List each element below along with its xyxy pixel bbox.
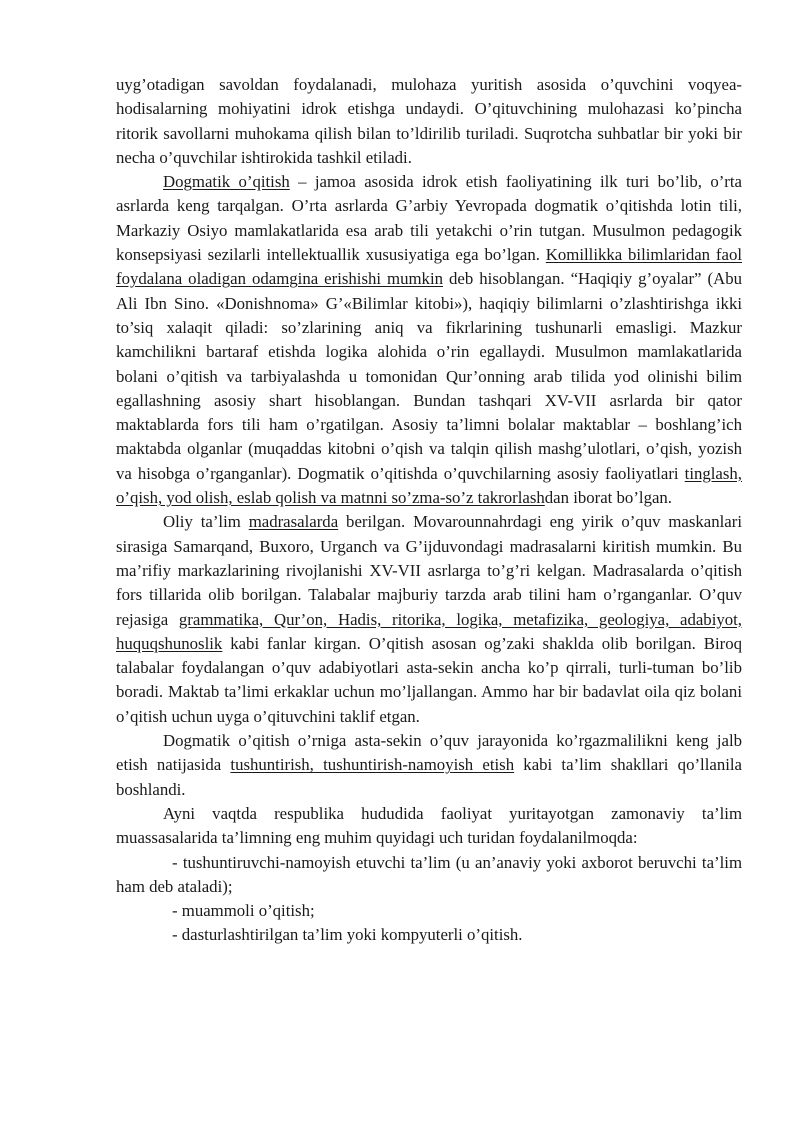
paragraph-madrasas: Oliy ta’lim madrasalarda berilgan. Movarounnahrdagi eng yirik o’quv maskanlari sirasiga Samarqand, Buxoro, Urganch va G’ijduvondagi madrasalarni kiritish mumkin. Bu ma’rifiy markazlarining rivojlanishi XV-VII asrlarga to’g’ri kelgan. Madrasalarda o’qitish fors tillarida olib borilgan. Talabalar majburiy tarzda arab tilini ham o’rganganlar. O’quv rejasiga grammatika, Qur’on, Hadis, ritorika, logika, metafizika, geologiya, adabiyot, huquqshunoslik kabi fanlar kirgan. O’qitish asosan og’zaki shaklda olib borilgan. Biroq talabalar foydalangan o’quv adabiyotlari asta-sekin ancha ko’p qirrali, turli-tuman bo’lib boradi. Maktab ta’limi erkaklar uchun mo’ljallangan. Ammo har bir badavlat oila qiz bolani o’qitish uchun uyga o’qituvchini taklif etgan. (116, 512, 742, 726)
list-item: - dasturlashtirilgan ta’lim yoki kompyuterli o’qitish. (172, 925, 523, 945)
list-item: - muammoli o’qitish; (172, 901, 315, 921)
emphasis-perfection: Komillikka bilimlaridan faol foydalana oladigan odamgina erishishi mumkin (116, 245, 742, 289)
emphasis-subjects: grammatika, Qur’on, Hadis, ritorika, logika, metafizika, geologiya, adabiyot, huquqshunoslik (116, 609, 742, 653)
list-item: - tushuntiruvchi-namoyish etuvchi ta’lim (u an’anaviy yoki axborot beruvchi ta’lim ham deb ataladi); (116, 852, 742, 896)
paragraph-modern-types: Ayni vaqtda respublika hududida faoliyat yuritayotgan zamonaviy ta’lim muassasalarida ta’limning eng muhim quyidagi uch turidan foydalanilmoqda: (116, 803, 742, 848)
paragraph-visual-methods: Dogmatik o’qitish o’rniga asta-sekin o’quv jarayonida ko’rgazmalilikni keng jalb etish natijasida tushuntirish, tushuntirish-namoyish etish kabi ta’lim shakllari qo’llanila boshlandi. (116, 731, 742, 799)
emphasis-activities: tinglash, o’qish, yod olish, eslab qolish va matnni so’zma-so’z takrorlash (116, 463, 742, 508)
paragraph-dogmatic-teaching: Dogmatik o’qitish – jamoa asosida idrok etish faoliyatining ilk turi bo’lib, o’rta asrlarda keng tarqalgan. O’rta asrlarda G’arbiy Yevropada dogmatik o’qitishda lotin tili, Markaziy Osiyo mamlakatlarida esa arab tili yetakchi o’rin tutgan. Musulmon pedagogik konsepsiyasi sezilarli intellektuallik xususiyatiga ega bo’lgan. Komillikka bilimlaridan faol foydalana oladigan odamgina erishishi mumkin deb hisoblangan. “Haqiqiy g’oyalar” (Abu Ali Ibn Sino. «Donishnoma» G’«Bilimlar kitobi»), haqiqiy bilimlarni o’zlashtirishga ikki to’siq xalaqit qiladi: so’zlarining aniq va fikrlarining tushunarli emasligi. Mazkur kamchilikni bartaraf etishda logika alohida o’rin egallaydi. Musulmon mamlakatlarida bolani o’qitish va tarbiyalashda u tomonidan Qur’onning arab tilida yod olinishi bilim egallashning asosiy shart hisoblangan. Bundan tashqari XV-VII asrlarda bir qator maktablarda fors tili ham o’rgatilgan. Asosiy ta’limni bolalar maktablar – boshlang’ich maktabda olganlar (muqaddas kitobni o’qish va talqin qilish mashg’ulotlari, o’qish, yozish va hisobga o’rganganlar). Dogmatik o’qitishda o’quvchilarning asosiy faoliyatlari tinglash, o’qish, yod olish, eslab qolish va matnni so’zma-so’z takrorlashdan iborat bo’lgan. (116, 172, 743, 508)
emphasis-explanation: tushuntirish, tushuntirish-namoyish etish (230, 755, 515, 775)
document-page (116, 73, 742, 948)
paragraph-socratic: uyg’otadigan savoldan foydalanadi, mulohaza yuritish asosida o’quvchini voqyea-hodisalarning mohiyatini idrok etishga undaydi. O’qituvchining mulohazasi ko’pincha ritorik savollarni muhokama qilish bilan to’ldirilib turiladi. Suqrotcha suhbatlar bir yoki bir necha o’quvchilar ishtirokida tashkil etiladi. (116, 75, 742, 167)
term-dogmatic-teaching: Dogmatik o’qitish (163, 172, 290, 192)
term-madrasas: madrasalarda (248, 512, 339, 532)
